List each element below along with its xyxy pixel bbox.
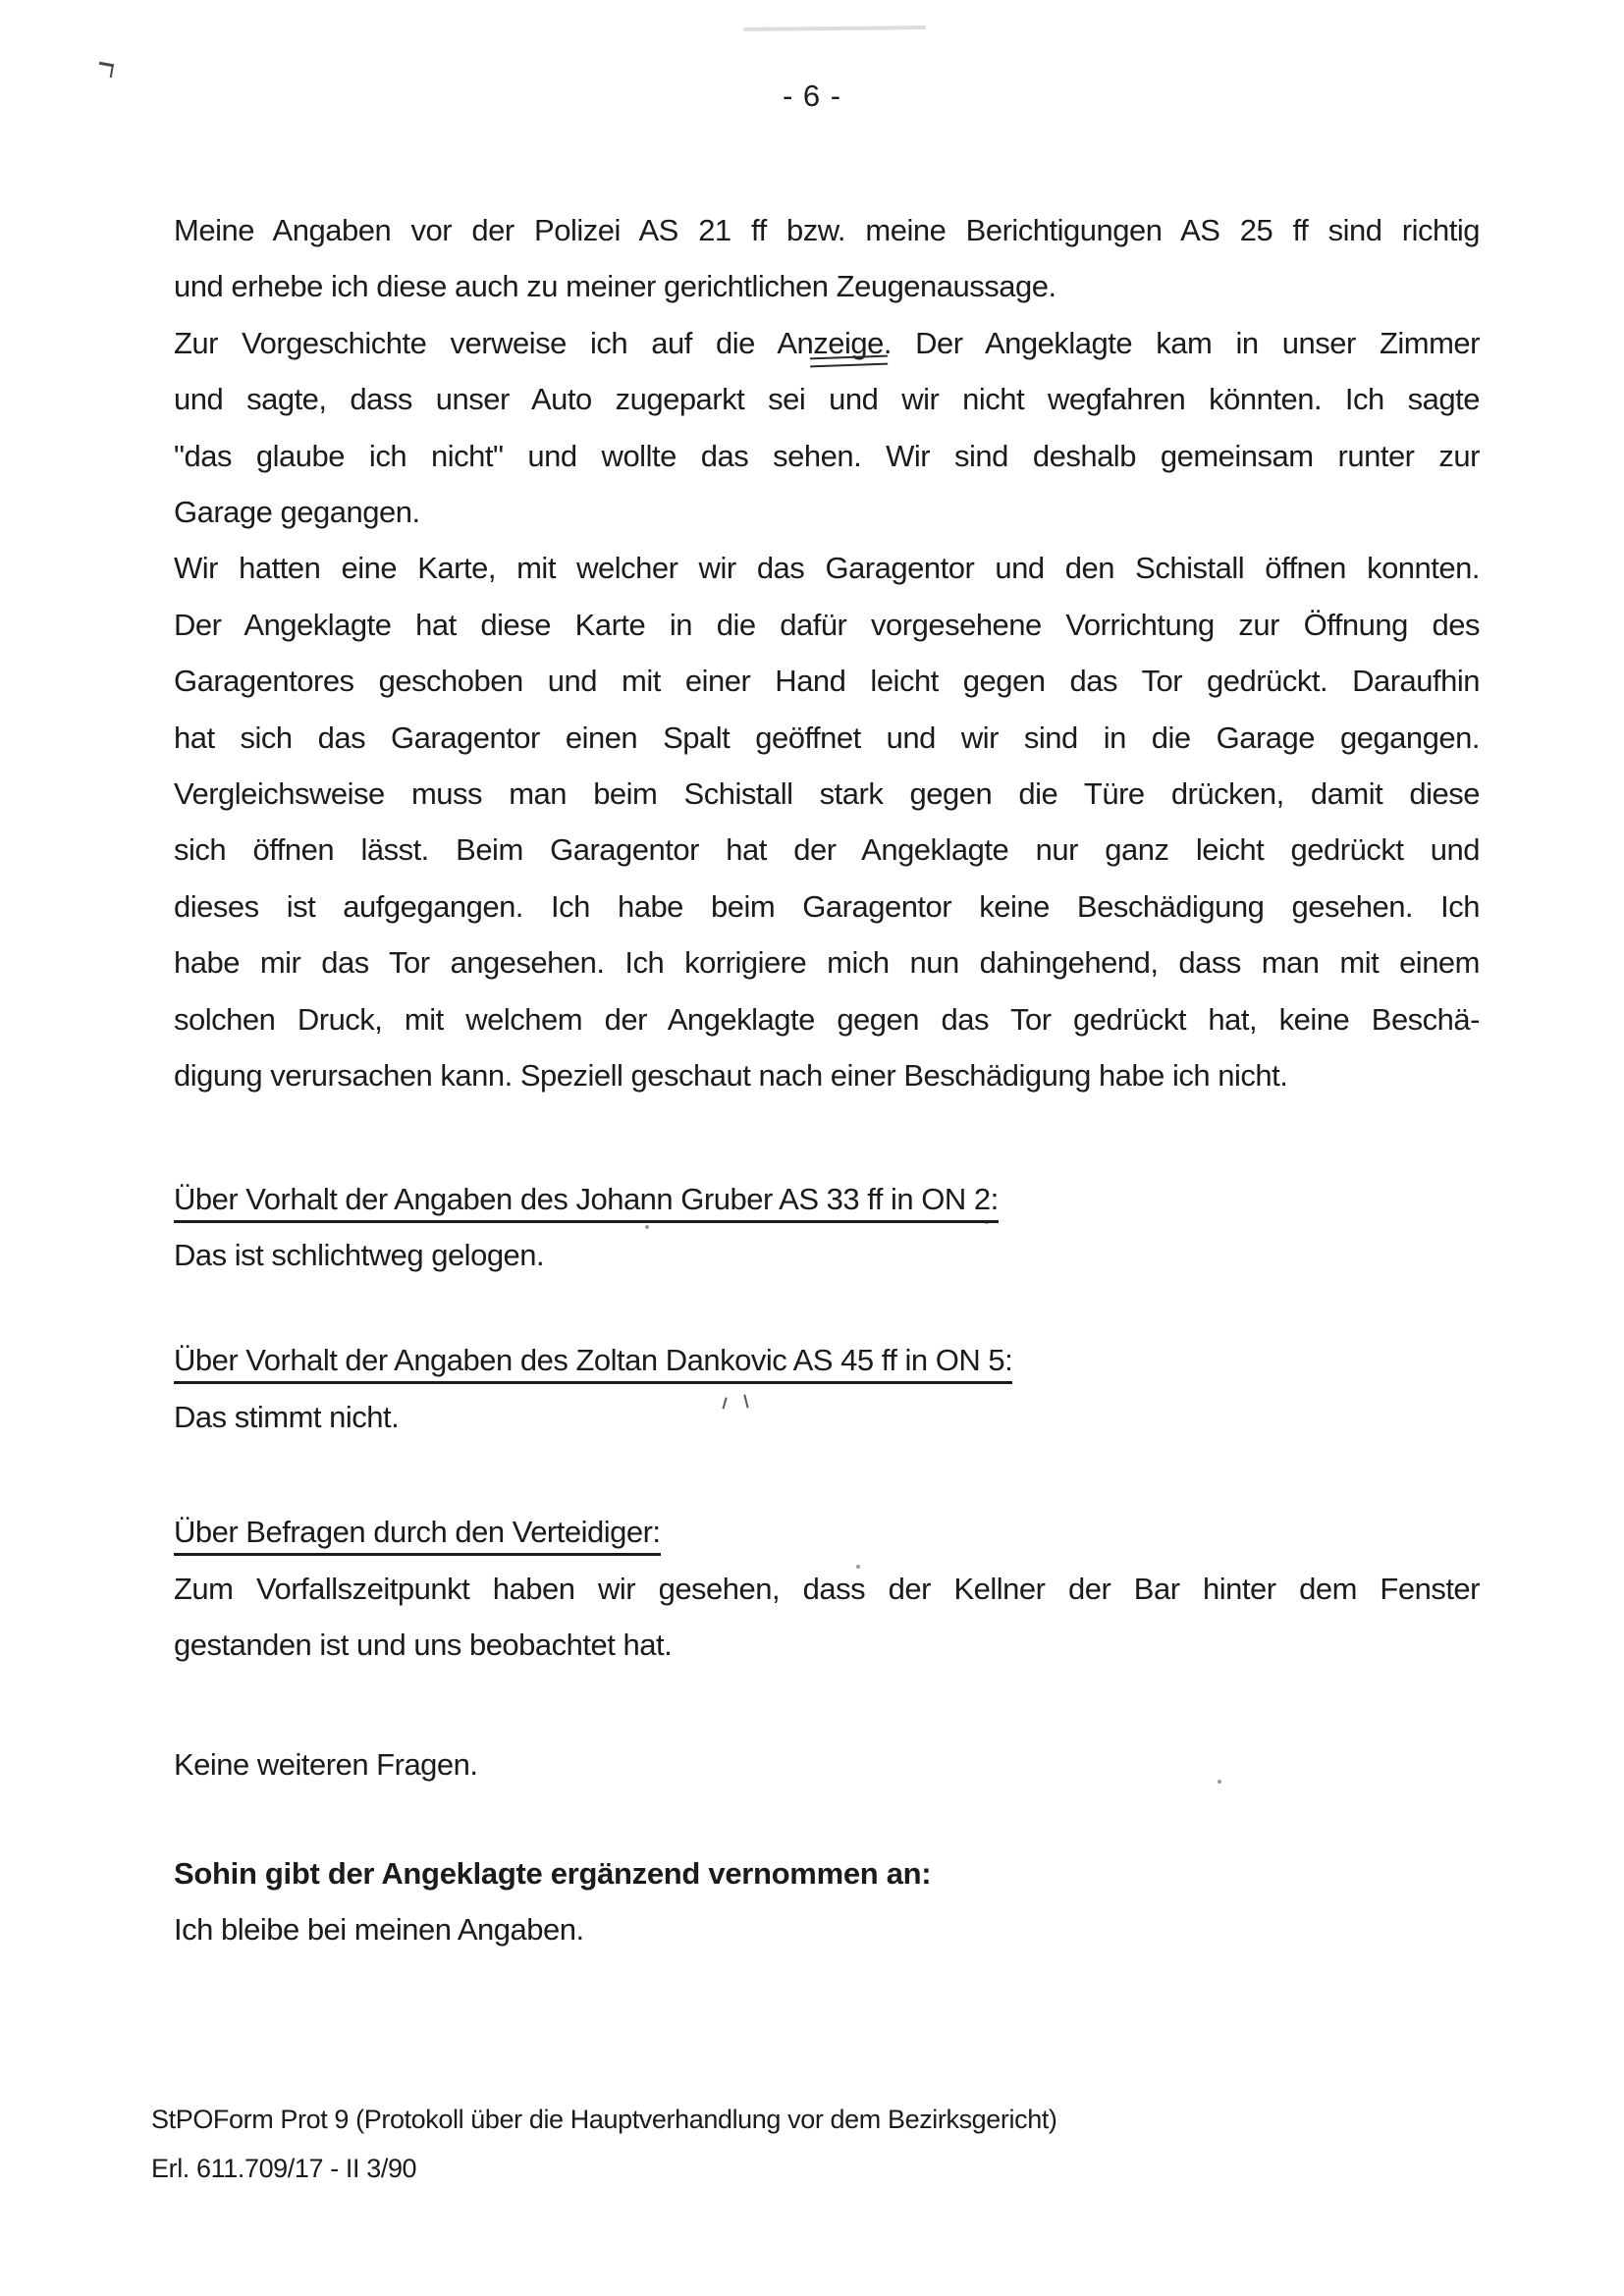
text-line: Keine weiteren Fragen. bbox=[174, 1747, 478, 1783]
scan-artifact-mark bbox=[97, 62, 114, 78]
footer-form-reference: StPOForm Prot 9 (Protokoll über die Hauptverhandlung vor dem Bezirksgericht) bbox=[151, 2105, 1057, 2134]
testimony-body bbox=[174, 0, 1480, 1958]
paragraph-garagentor bbox=[174, 540, 1480, 1103]
text-line: habe mir das Tor angesehen. Ich korrigiere mich nun dahingehend, dass man mit einem bbox=[174, 945, 1480, 981]
paragraph-police-statement bbox=[174, 202, 1480, 315]
text-line: Vergleichsweise muss man beim Schistall stark gegen die Türe drücken, damit diese bbox=[174, 776, 1480, 812]
section-befragen-verteidiger bbox=[174, 1504, 1480, 1673]
text-line: dieses ist aufgegangen. Ich habe beim Garagentor keine Beschädigung gesehen. Ich bbox=[174, 888, 1480, 924]
text-line: digung verursachen kann. Speziell geschaut nach einer Beschädigung habe ich nicht. bbox=[174, 1058, 1288, 1094]
text-line bbox=[174, 315, 1480, 371]
text-segment: . Der Angeklagte kam in unser Zimmer bbox=[883, 325, 1480, 360]
underlined-word-anzeige: Anzeige bbox=[777, 325, 884, 360]
form-footer bbox=[151, 2095, 1057, 2193]
underlined-heading-text: Über Vorhalt der Angaben des Johann Gruber AS 33 ff in ON 2: bbox=[174, 1182, 999, 1223]
answer-line: gestanden ist und uns beobachtet hat. bbox=[174, 1627, 673, 1662]
answer-line: Das stimmt nicht. bbox=[174, 1399, 400, 1434]
section-heading bbox=[174, 1504, 1480, 1560]
text-line: und erhebe ich diese auch zu meiner gerichtlichen Zeugenaussage. bbox=[174, 269, 1056, 304]
page-number: - 6 - bbox=[782, 79, 842, 113]
statement-no-further-questions bbox=[174, 1736, 1480, 1792]
answer-line: Zum Vorfallszeitpunkt haben wir gesehen, dass der Kellner der Bar hinter dem Fenster bbox=[174, 1571, 1480, 1606]
section-vorhalt-gruber bbox=[174, 1171, 1480, 1284]
bold-section-heading: Sohin gibt der Angeklagte ergänzend vernommen an: bbox=[174, 1855, 932, 1891]
text-line: sich öffnen lässt. Beim Garagentor hat der Angeklagte nur ganz leicht gedrückt und bbox=[174, 832, 1480, 868]
footer-decree-reference: Erl. 611.709/17 - II 3/90 bbox=[151, 2154, 417, 2183]
answer-line: Das ist schlichtweg gelogen. bbox=[174, 1237, 545, 1272]
text-line: Meine Angaben vor der Polizei AS 21 ff bzw. meine Berichtigungen AS 25 ff sind richtig bbox=[174, 213, 1480, 247]
text-line: Wir hatten eine Karte, mit welcher wir das Garagentor und den Schistall öffnen konnten. bbox=[174, 551, 1480, 586]
underlined-heading-text: Über Vorhalt der Angaben des Zoltan Dankovic AS 45 ff in ON 5: bbox=[174, 1343, 1012, 1384]
text-line: "das glaube ich nicht" und wollte das sehen. Wir sind deshalb gemeinsam runter zur bbox=[174, 438, 1480, 473]
text-line: und sagte, dass unser Auto zugeparkt sei und wir nicht wegfahren könnten. Ich sagte bbox=[174, 382, 1480, 417]
text-line: solchen Druck, mit welchem der Angeklagte gegen das Tor gedrückt hat, keine Beschä- bbox=[174, 1001, 1480, 1037]
text-segment: Zur Vorgeschichte verweise ich auf die bbox=[174, 325, 778, 360]
section-heading bbox=[174, 1332, 1480, 1388]
answer-line: Ich bleibe bei meinen Angaben. bbox=[174, 1912, 584, 1948]
section-angeklagter-ergaenzend bbox=[174, 1845, 1480, 1958]
paragraph-vorgeschichte bbox=[174, 315, 1480, 541]
text-line: hat sich das Garagentor einen Spalt geöffnet und wir sind in die Garage gegangen. bbox=[174, 720, 1480, 755]
text-line: Garage gegangen. bbox=[174, 495, 420, 530]
section-vorhalt-dankovic bbox=[174, 1332, 1480, 1445]
section-heading bbox=[174, 1171, 1480, 1227]
text-line: Der Angeklagte hat diese Karte in die dafür vorgesehene Vorrichtung zur Öffnung des bbox=[174, 607, 1480, 642]
text-line: Garagentores geschoben und mit einer Hand leicht gegen das Tor gedrückt. Daraufhin bbox=[174, 664, 1480, 699]
underlined-heading-text: Über Befragen durch den Verteidiger: bbox=[174, 1515, 661, 1556]
